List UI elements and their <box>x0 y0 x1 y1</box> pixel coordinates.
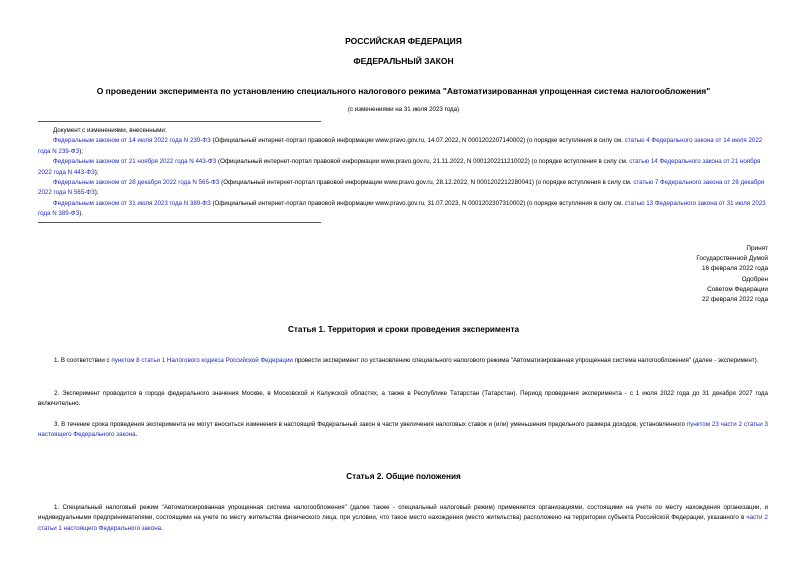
paragraph-text: 1. Специальный налоговый режим "Автоматизированная упрощенная система налогообложения" (далее также - специальный налоговый режим) применяется организациями, состоящими на учете по месту нахождения организации, и индивидуальными предпринимателями, состоящими на учете по месту жительства физического лица, при условии, что такое место нахождения (место жительства) расположено на территории субъекта Российской Федерации, указанного в <box>38 504 768 522</box>
change-source: (Официальный интернет-портал правовой информации www.pravo.gov.ru, 21.11.2022, N 0001202211210022) (о порядке вступления в силу см. <box>216 158 630 166</box>
article-2-title: Статья 2. Общие положения <box>346 472 461 481</box>
change-item <box>38 136 768 157</box>
change-ref-link[interactable]: статью 7 Федерального закона от 28 декабря 2022 года N 565-ФЗ <box>38 179 765 197</box>
paragraph-text: . <box>161 524 163 532</box>
internal-ref-link[interactable]: части 2 статьи 1 настоящего Федерального закона <box>38 514 769 532</box>
article-2-paragraph-1 <box>38 503 768 534</box>
change-ref-link[interactable]: статью 4 Федерального закона от 14 июля 2022 года N 239-ФЗ <box>38 137 763 155</box>
change-item <box>38 178 768 199</box>
paragraph-text: 1. В соответствии с <box>54 357 112 364</box>
changes-bottom-divider <box>38 222 321 223</box>
changes-top-divider <box>38 121 321 122</box>
change-item <box>38 199 768 220</box>
change-law-link[interactable]: Федеральным законом от 31 июля 2023 года N 389-ФЗ <box>53 199 211 207</box>
article-1-paragraph-2: 2. Эксперимент проводится в городе федерального значения Москве, в Московской и Калужской областях, а также в Республике Татарстан (Татарстан). Период проведения эксперимента - с 1 июля 2022 года до 31 декабря 2027 года включительно. <box>38 390 768 408</box>
country-heading: РОССИЙСКАЯ ФЕДЕРАЦИЯ <box>345 36 462 46</box>
article-1-paragraph-1 <box>38 356 768 366</box>
adopted-label: Принят <box>746 245 768 252</box>
change-end: ); <box>79 147 83 155</box>
change-law-link[interactable]: Федеральным законом от 14 июля 2022 года N 239-ФЗ <box>53 137 211 145</box>
approved-by: Советом Федерации <box>707 285 768 293</box>
adopted-date: 16 февраля 2022 года <box>701 265 768 273</box>
paragraph-text: 3. В течение срока проведения эксперимента не могут вноситься изменения в настоящий Федеральный закон в части увеличения налоговых ставок и (или) уменьшения предельного размера доходов, установленного <box>54 421 687 428</box>
paragraph-text: провести эксперимент по установлению специального налогового режима "Автоматизированная упрощенная система налогообложения" (далее - эксперимент). <box>292 357 759 364</box>
paragraph-text: . <box>135 431 138 439</box>
document-type-heading: ФЕДЕРАЛЬНЫЙ ЗАКОН <box>353 56 454 66</box>
tax-code-link[interactable]: пунктом 8 статьи 1 Налогового кодекса Российской Федерации <box>111 357 293 364</box>
change-end: ); <box>94 189 99 197</box>
change-ref-link[interactable]: статью 14 Федерального закона от 21 ноября 2022 года N 443-ФЗ <box>38 158 761 176</box>
change-source: (Официальный интернет-портал правовой информации www.pravo.gov.ru, 31.07.2023, N 0001202307310002) (о порядке вступления в силу см. <box>210 199 625 207</box>
acceptance-block <box>696 244 768 305</box>
change-law-link[interactable]: Федеральным законом от 21 ноября 2022 года N 443-ФЗ <box>53 158 217 166</box>
change-law-link[interactable]: Федеральным законом от 28 декабря 2022 года N 565-ФЗ <box>53 179 220 187</box>
internal-ref-link[interactable]: пунктом 23 части 2 статьи 3 настоящего Федерального закона <box>38 421 768 439</box>
change-item <box>38 157 768 178</box>
change-ref-link[interactable]: статью 13 Федерального закона от 31 июля 2023 года N 389-ФЗ <box>38 199 766 218</box>
change-source: (Официальный интернет-портал правовой информации www.pravo.gov.ru, 28.12.2022, N 0001202212280041) (о порядке вступления в силу см. <box>219 179 634 187</box>
change-end: ); <box>94 168 99 176</box>
adopted-by: Государственной Думой <box>696 255 768 263</box>
edition-note: (с изменениями на 31 июля 2023 года) <box>347 106 460 113</box>
approved-date: 22 февраля 2022 года <box>701 296 768 304</box>
law-title: О проведении эксперимента по установлению специального налогового режима "Автоматизированная упрощенная система налогообложения" <box>96 86 711 96</box>
change-end: ). <box>79 210 83 218</box>
approved-label: Одобрен <box>741 275 768 283</box>
changes-intro: Документ с изменениями, внесенными: <box>53 127 167 134</box>
changes-block <box>38 126 768 220</box>
article-1-paragraph-3 <box>38 420 768 441</box>
article-1-title: Статья 1. Территория и сроки проведения эксперимента <box>287 325 520 334</box>
change-source: (Официальный интернет-портал правовой информации www.pravo.gov.ru, 14.07.2022, N 0001202207140002) (о порядке вступления в силу см. <box>210 137 625 145</box>
